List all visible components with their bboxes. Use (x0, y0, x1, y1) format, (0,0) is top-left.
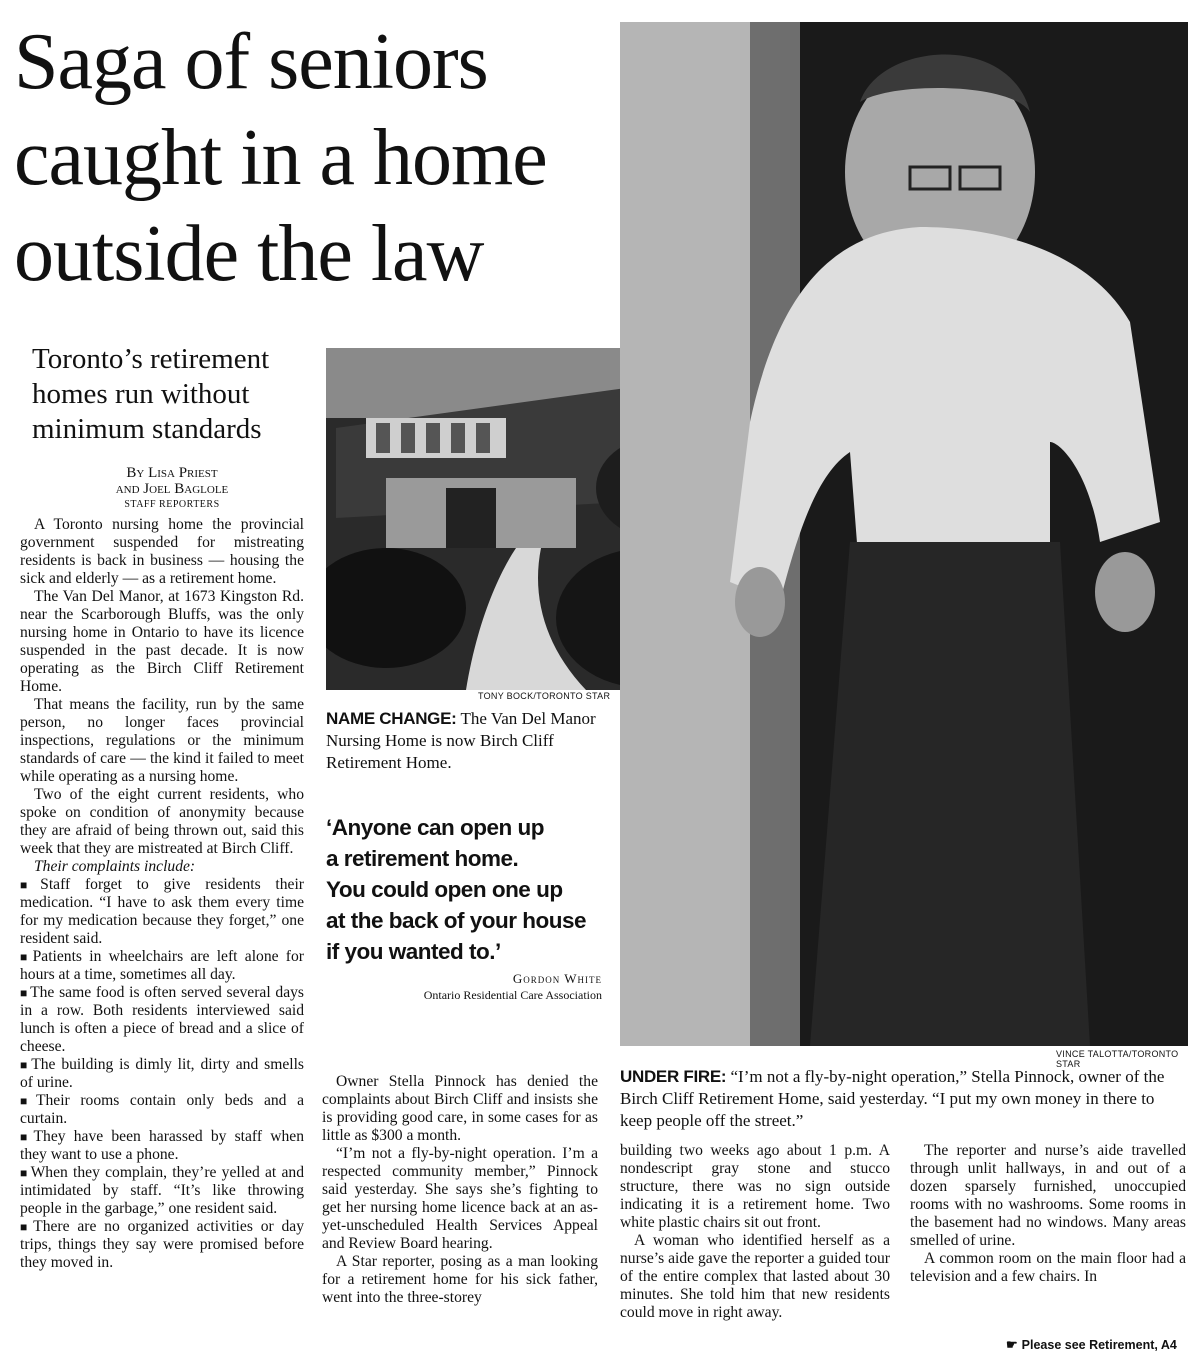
paragraph: The reporter and nurse’s aide travelled through unlit hallways, in and out of a dozen sparsely furnished, unoccupied rooms with no washrooms. Some rooms in the basement had no windows. Many areas smelled of urine. (910, 1142, 1186, 1249)
paragraph: A Toronto nursing home the provincial government suspended for mistreating residents is back in business — housing the sick and elderly — as a retirement home. (20, 516, 304, 587)
pull-quote-line: ‘Anyone can open up (326, 815, 545, 840)
photo-caption (326, 708, 606, 774)
continuation-text: Please see Retirement, A4 (1021, 1338, 1177, 1352)
complaint-bullet: ■ The building is dimly lit, dirty and smells of urine. (20, 1056, 304, 1092)
caption-text: “I’m not a fly-by-night operation,” Stella Pinnock, owner of the Birch Cliff Retirement Home, said yesterday. “I put my own money in there to keep people off the street.” (620, 1067, 1165, 1130)
headline-line: Saga of seniors (14, 18, 488, 106)
caption-text: The Van Del Manor Nursing Home is now Birch Cliff Retirement Home. (326, 709, 596, 772)
caption-lead: UNDER FIRE: (620, 1067, 727, 1086)
complaint-bullet: ■ Staff forget to give residents their medication. “I have to ask them every time for my medication because they forget,” one resident said. (20, 876, 304, 948)
headline-line: caught in a home (14, 114, 547, 202)
byline-role: STAFF REPORTERS (124, 499, 220, 510)
photo-caption (620, 1066, 1190, 1132)
byline-author-2: and Joel Baglole (115, 481, 229, 497)
paragraph: That means the facility, run by the same person, no longer faces provincial inspections, regulations or the minimum standards of care — the kind it failed to meet while operating as a nursing home. (20, 696, 304, 785)
pull-quote-line: if you wanted to.’ (326, 939, 501, 964)
deck-line: homes run without (32, 378, 250, 410)
headline-line: outside the law (14, 210, 484, 298)
pointing-hand-icon: ☛ (1006, 1337, 1018, 1352)
pull-quote-attribution (326, 970, 602, 1004)
continuation-link[interactable] (1006, 1337, 1177, 1353)
photo-stella-pinnock (620, 22, 1188, 1046)
article-column-2 (322, 1073, 598, 1307)
headline (14, 14, 614, 302)
deck-line: Toronto’s retirement (32, 343, 270, 375)
complaint-bullet: ■ There are no organized activities or day trips, things they say were promised before they moved in. (20, 1218, 304, 1272)
paragraph: The Van Del Manor, at 1673 Kingston Rd. near the Scarborough Bluffs, was the only nursing home in Ontario to have its licence suspended in the past decade. It is now operating as the Birch Cliff Retirement Home. (20, 588, 304, 695)
attribution-name: Gordon White (512, 971, 602, 986)
photo-credit: VINCE TALOTTA/TORONTO STAR (1056, 1049, 1179, 1069)
pull-quote-line: at the back of your house (326, 908, 587, 933)
paragraph: building two weeks ago about 1 p.m. A nondescript gray stone and stucco structure, there was no sign outside indicating it is a retirement home. Two white plastic chairs sit out front. (620, 1142, 890, 1231)
paragraph: A woman who identified herself as a nurse’s aide gave the reporter a guided tour of the entire complex that lasted about 30 minutes. She told him that new residents could move in right away. (620, 1232, 890, 1321)
article-column-3 (620, 1142, 890, 1322)
paragraph: Two of the eight current residents, who spoke on condition of anonymity because they are afraid of being thrown out, said this week that they are mistreated at Birch Cliff. (20, 786, 304, 857)
complaint-bullet: ■ The same food is often served several days in a row. Both residents interviewed said lunch is often a piece of bread and a slice of cheese. (20, 984, 304, 1056)
article-column-4 (910, 1142, 1186, 1286)
complaint-bullet: ■ When they complain, they’re yelled at and intimidated by staff. “It’s like throwing people in the garbage,” one resident said. (20, 1164, 304, 1218)
portrait-photo-image (620, 22, 1188, 1046)
byline (32, 465, 312, 513)
pull-quote (326, 812, 602, 967)
photo-credit: TONY BOCK/TORONTO STAR (478, 691, 611, 701)
paragraph: Owner Stella Pinnock has denied the complaints about Birch Cliff and insists she is providing good care, in some cases for as little as $300 a month. (322, 1073, 598, 1144)
paragraph: “I’m not a fly-by-night operation. I’m a respected community member,” Pinnock said yesterday. She says she’s fighting to get her nursing home licence back at an as-yet-unscheduled Health Services Appeal and Review Board hearing. (322, 1145, 598, 1252)
deck-subheadline (32, 342, 312, 447)
byline-author-1: By Lisa Priest (126, 465, 218, 481)
caption-lead: NAME CHANGE: (326, 709, 457, 728)
complaint-bullet: ■ They have been harassed by staff when they want to use a phone. (20, 1128, 304, 1164)
paragraph: A common room on the main floor had a television and a few chairs. In (910, 1250, 1186, 1285)
pull-quote-line: You could open one up (326, 877, 563, 902)
article-column-1 (20, 516, 304, 1272)
pull-quote-line: a retirement home. (326, 846, 519, 871)
complaint-bullet: ■ Patients in wheelchairs are left alone for hours at a time, sometimes all day. (20, 948, 304, 984)
attribution-org: Ontario Residential Care Association (423, 988, 602, 1002)
paragraph: A Star reporter, posing as a man looking for a retirement home for his sick father, went into the three-storey (322, 1253, 598, 1306)
complaint-bullet: ■ Their rooms contain only beds and a curtain. (20, 1092, 304, 1128)
paragraph: Their complaints include: (34, 858, 196, 875)
deck-line: minimum standards (32, 413, 262, 445)
